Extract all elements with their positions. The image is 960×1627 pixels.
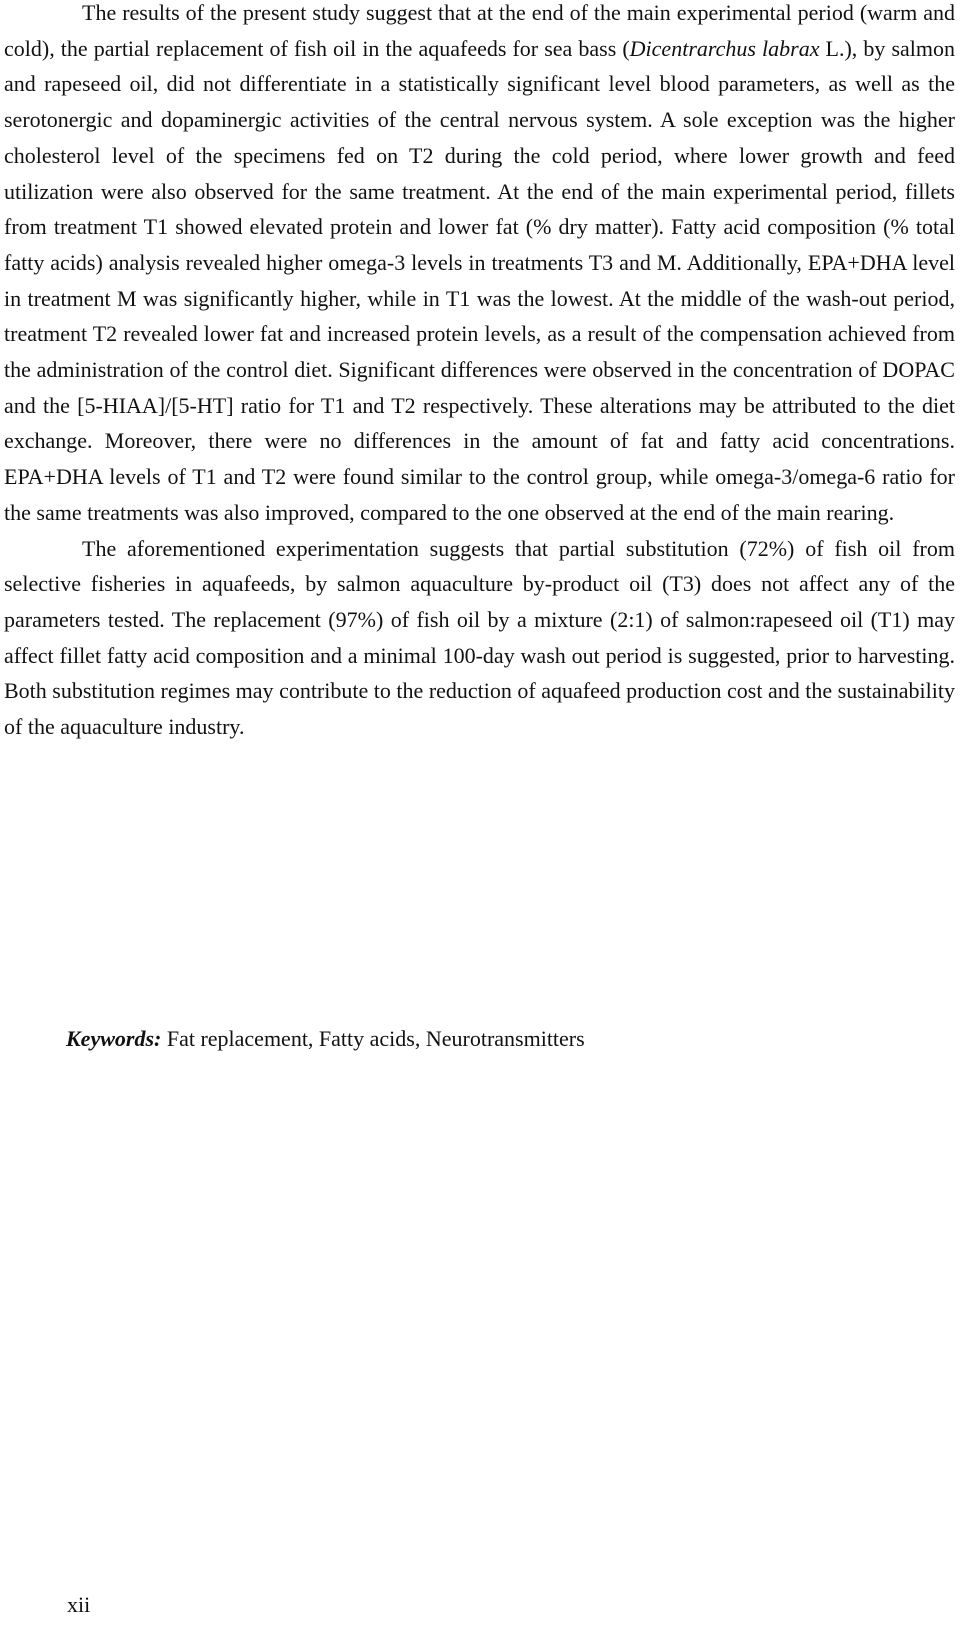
paragraph-1-main-text: L.), by salmon and rapeseed oil, did not differentiate in a statistically significant level blood parameters, as well as the serotonergic and dopaminergic activities of the central nervous system. A sole exception was the higher cholesterol level of the specimens fed on T2 during the cold period, where lower growth and feed utilization were also observed for the same treatment. At the end of the main experimental period, fillets from treatment T1 showed elevated protein and lower fat (% dry matter). Fatty acid composition (% total fatty acids) analysis revealed higher omega-3 levels in treatments T3 and M. Additionally, EPA+DHA level in treatment M was significantly higher, while in T1 was the lowest. At the middle of the wash-out period, treatment T2 revealed lower fat and increased protein levels, as a result of the compensation achieved from the administration of the control diet. Significant differences were observed in the concentration of DOPAC and the [5-HIAA]/[5-HT] ratio for T1 and T2 respectively. These alterations may be attributed to the diet exchange. Moreover, there were no differences in the amount of fat and fatty acid concentrations. EPA+DHA levels of T1 and T2 were found similar to the control group, while omega-3/omega-6 ratio for the same treatments was also improved, compared to the one observed at the end of the main rearing. bbox=[4, 35, 956, 525]
keywords-line bbox=[66, 1021, 585, 1057]
keywords-text: Fat replacement, Fatty acids, Neurotransmitters bbox=[166, 1026, 585, 1051]
paragraph-1-lead-text: The results of the present study suggest that at the end of the main experimental period (warm and cold), the partial replacement of fish oil in the aquafeeds for sea bass ( bbox=[4, 0, 955, 61]
species-name: Dicentrarchus labrax bbox=[629, 35, 820, 61]
page-number: xii bbox=[67, 1592, 91, 1617]
abstract-body bbox=[4, 0, 955, 745]
abstract-paragraph-2: The aforementioned experimentation suggests that partial substitution (72%) of fish oil from selective fisheries in aquafeeds, by salmon aquaculture by-product oil (T3) does not affect any of the parameters tested. The replacement (97%) of fish oil by a mixture (2:1) of salmon:rapeseed oil (T1) may affect fillet fatty acid composition and a minimal 100-day wash out period is suggested, prior to harvesting. Both substitution regimes may contribute to the reduction of aquafeed production cost and the sustainability of the aquaculture industry. bbox=[4, 535, 955, 740]
keywords-label: Keywords: bbox=[66, 1026, 162, 1051]
abstract-paragraph-1 bbox=[4, 0, 955, 531]
